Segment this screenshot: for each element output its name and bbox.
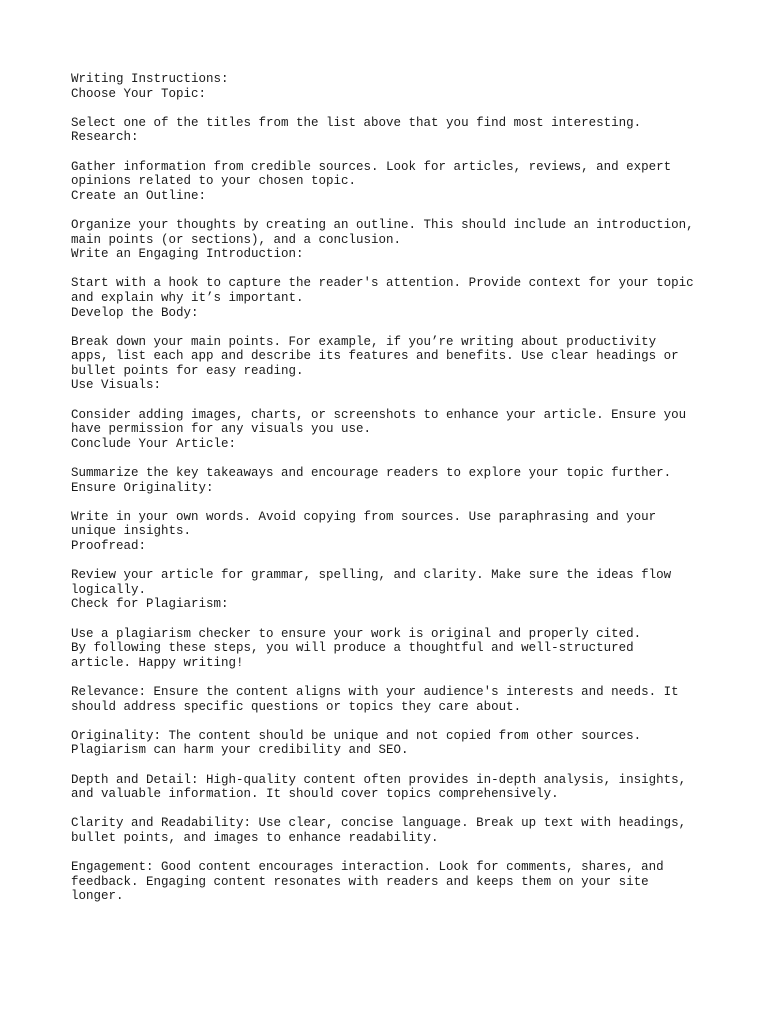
step-text-line: Organize your thoughts by creating an outline. This should include an introduction,: [71, 217, 694, 232]
step-text-line: Consider adding images, charts, or screenshots to enhance your article. Ensure you: [71, 407, 687, 422]
step-title: Research:: [71, 130, 139, 145]
paragraph-gap: [71, 320, 731, 335]
step-title: Choose Your Topic:: [71, 86, 207, 101]
step-text-line: Use a plagiarism checker to ensure your work is original and properly cited.: [71, 626, 642, 641]
paragraph-gap: [71, 802, 731, 817]
step-title: Conclude Your Article:: [71, 436, 237, 451]
quality-text-line: should address specific questions or topics they care about.: [71, 699, 522, 714]
step-text-line: Summarize the key takeaways and encourage readers to explore your topic further.: [71, 466, 672, 481]
step-title: Ensure Originality:: [71, 480, 214, 495]
paragraph-gap: [71, 101, 731, 116]
quality-text-line: Engagement: Good content encourages interaction. Look for comments, shares, and: [71, 860, 664, 875]
step-title: Develop the Body:: [71, 305, 199, 320]
step-text-line: Write in your own words. Avoid copying from sources. Use paraphrasing and your: [71, 509, 657, 524]
step-text-line: Start with a hook to capture the reader's attention. Provide context for your topic: [71, 276, 694, 291]
step-text-line: logically.: [71, 582, 147, 597]
step-text-line: article. Happy writing!: [71, 655, 244, 670]
document-page: [71, 72, 731, 904]
quality-text-line: Plagiarism can harm your credibility and SEO.: [71, 743, 409, 758]
quality-text-line: Depth and Detail: High-quality content often provides in-depth analysis, insights,: [71, 772, 687, 787]
step-title: Check for Plagiarism:: [71, 597, 229, 612]
paragraph-gap: [71, 758, 731, 773]
step-title: Create an Outline:: [71, 188, 207, 203]
quality-text-line: feedback. Engaging content resonates with readers and keeps them on your site: [71, 874, 649, 889]
step-text-line: By following these steps, you will produce a thoughtful and well-structured: [71, 641, 634, 656]
step-title: Write an Engaging Introduction:: [71, 247, 304, 262]
paragraph-gap: [71, 203, 731, 218]
document-heading: Writing Instructions:: [71, 72, 229, 86]
paragraph-gap: [71, 845, 731, 860]
step-text-line: and explain why it’s important.: [71, 290, 304, 305]
step-text-line: apps, list each app and describe its features and benefits. Use clear headings or: [71, 349, 679, 364]
step-text-line: Break down your main points. For example, if you’re writing about productivity: [71, 334, 657, 349]
paragraph-gap: [71, 393, 731, 408]
paragraph-gap: [71, 451, 731, 466]
paragraph-gap: [71, 495, 731, 510]
step-text-line: have permission for any visuals you use.: [71, 422, 372, 437]
paragraph-gap: [71, 612, 731, 627]
quality-text-line: Relevance: Ensure the content aligns with your audience's interests and needs. It: [71, 684, 679, 699]
step-text-line: unique insights.: [71, 524, 192, 539]
paragraph-gap: [71, 670, 731, 685]
quality-text-line: Originality: The content should be unique and not copied from other sources.: [71, 728, 642, 743]
step-text-line: opinions related to your chosen topic.: [71, 174, 357, 189]
paragraph-gap: [71, 145, 731, 160]
paragraph-gap: [71, 714, 731, 729]
step-title: Use Visuals:: [71, 378, 162, 393]
quality-text-line: bullet points, and images to enhance readability.: [71, 830, 439, 845]
step-text-line: bullet points for easy reading.: [71, 363, 304, 378]
quality-text-line: and valuable information. It should cover topics comprehensively.: [71, 787, 559, 802]
step-text-line: Review your article for grammar, spelling, and clarity. Make sure the ideas flow: [71, 568, 672, 583]
quality-text-line: longer.: [71, 889, 124, 904]
step-text-line: Gather information from credible sources. Look for articles, reviews, and expert: [71, 159, 672, 174]
paragraph-gap: [71, 262, 731, 277]
paragraph-gap: [71, 554, 731, 569]
quality-text-line: Clarity and Readability: Use clear, concise language. Break up text with headings,: [71, 816, 687, 831]
step-text-line: Select one of the titles from the list above that you find most interesting.: [71, 115, 642, 130]
step-title: Proofread:: [71, 539, 147, 553]
step-text-line: main points (or sections), and a conclusion.: [71, 232, 402, 247]
